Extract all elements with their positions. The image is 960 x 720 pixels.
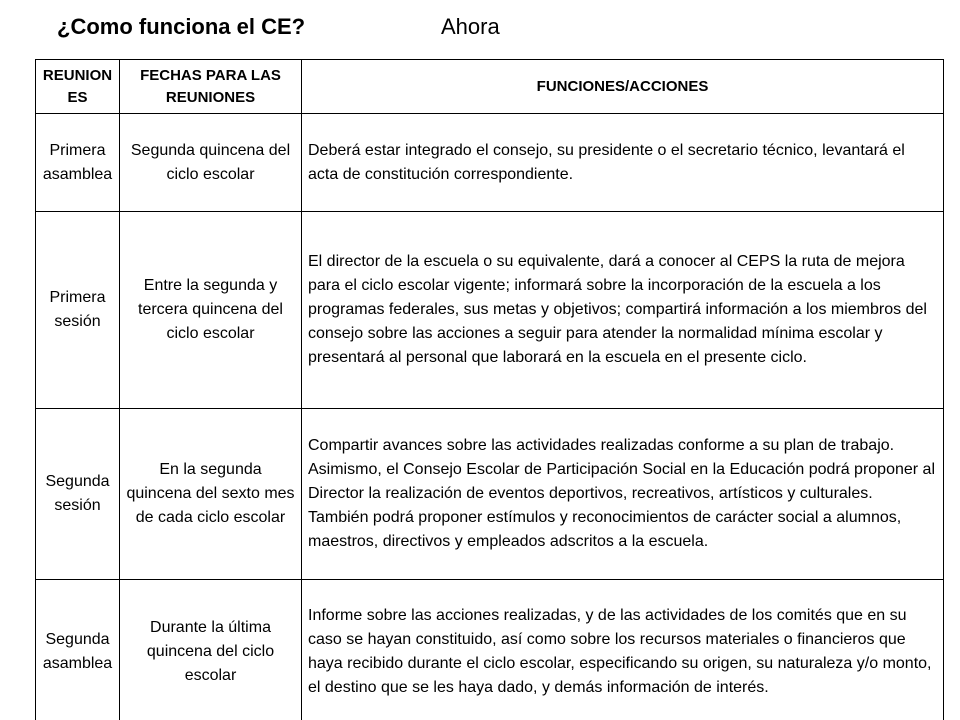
cell-reunion: Segunda asamblea (36, 580, 120, 720)
cell-fecha: Segunda quincena del ciclo escolar (120, 114, 302, 212)
slide-subtitle: Ahora (441, 14, 500, 39)
table-row (36, 212, 944, 409)
cell-funcion: Compartir avances sobre las actividades realizadas conforme a su plan de trabajo. Asimismo, el Consejo Escolar de Participación Social en la Educación podrá proponer al Director la realización de eventos deportivos, recreativos, artísticos y culturales. También podrá proponer estímulos y reconocimientos de carácter social a alumnos, maestros, directivos y empleados adscritos a la escuela. (302, 409, 944, 580)
slide-title: ¿Como funciona el CE? (57, 14, 306, 39)
cell-funcion: Deberá estar integrado el consejo, su presidente o el secretario técnico, levantará el acta de constitución correspondiente. (302, 114, 944, 212)
cell-fecha: Durante la última quincena del ciclo escolar (120, 580, 302, 720)
cell-reunion: Primera sesión (36, 212, 120, 409)
table-row (36, 409, 944, 580)
table-row (36, 580, 944, 720)
cell-reunion: Primera asamblea (36, 114, 120, 212)
cell-fecha: Entre la segunda y tercera quincena del ciclo escolar (120, 212, 302, 409)
cell-reunion: Segunda sesión (36, 409, 120, 580)
cell-funcion: Informe sobre las acciones realizadas, y de las actividades de los comités que en su caso se hayan constituido, así como sobre los recursos materiales o financieros que haya recibido durante el ciclo escolar, especificando su origen, su naturaleza y/o monto, el destino que se les haya dado, y demás información de interés. (302, 580, 944, 720)
meetings-table (35, 59, 944, 720)
header-fechas: FECHAS PARA LAS REUNIONES (120, 60, 302, 114)
table-header-row (36, 60, 944, 114)
header-reuniones: REUNIONES (36, 60, 120, 114)
cell-funcion: El director de la escuela o su equivalente, dará a conocer al CEPS la ruta de mejora para el ciclo escolar vigente; informará sobre la incorporación de la escuela a los programas federales, sus metas y objetivos; compartirá información a los miembros del consejo sobre las acciones a seguir para atender la normalidad mínima escolar y presentará al personal que laborará en la escuela en el presente ciclo. (302, 212, 944, 409)
cell-fecha: En la segunda quincena del sexto mes de cada ciclo escolar (120, 409, 302, 580)
header-funciones: FUNCIONES/ACCIONES (302, 60, 944, 114)
table-row (36, 114, 944, 212)
